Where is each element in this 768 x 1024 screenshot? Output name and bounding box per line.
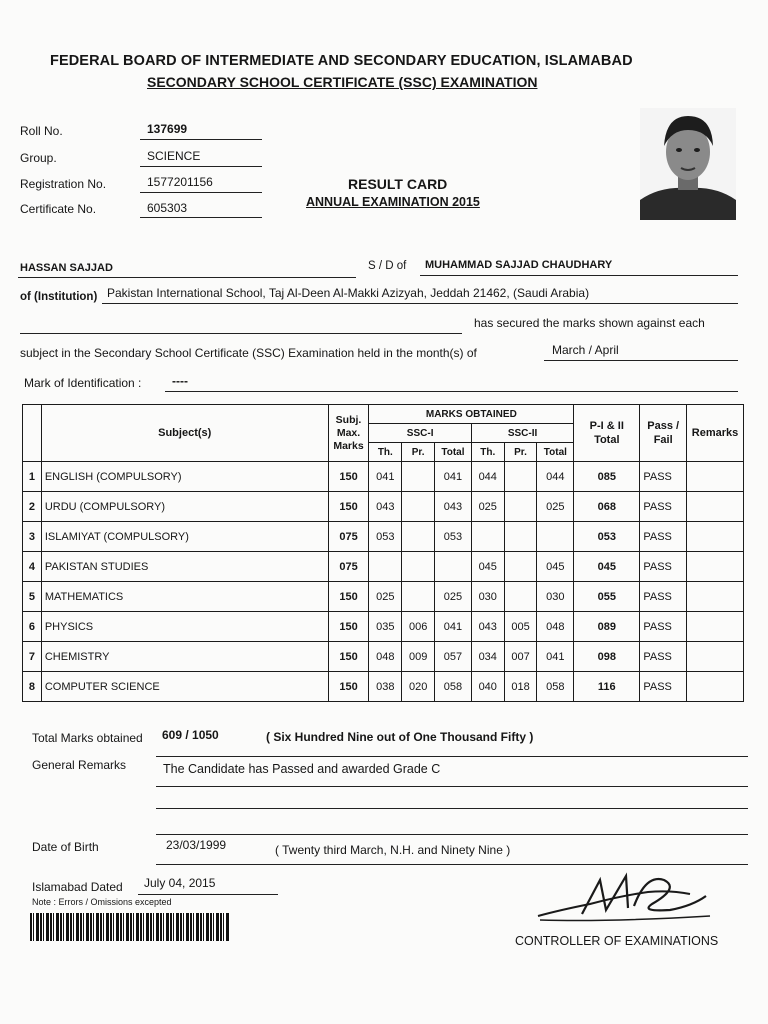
- barcode: [30, 913, 230, 941]
- table-row: [23, 642, 744, 672]
- ssc2-total: 025: [537, 492, 574, 522]
- row-number: 8: [23, 672, 42, 702]
- ssc2-theory: 044: [471, 462, 504, 492]
- marks-obtained-header: MARKS OBTAINED: [369, 405, 574, 424]
- remarks: [687, 672, 744, 702]
- pass-fail: PASS: [640, 462, 687, 492]
- th2-header: Th.: [471, 443, 504, 462]
- ssc1-total: 041: [435, 612, 472, 642]
- total-marks-label: Total Marks obtained: [32, 731, 143, 745]
- ssc1-practical: [402, 552, 435, 582]
- ssc1-practical: 009: [402, 642, 435, 672]
- table-row: [23, 612, 744, 642]
- subject-name: PAKISTAN STUDIES: [41, 552, 328, 582]
- max-marks-header: Subj. Max. Marks: [328, 405, 369, 462]
- pass-fail: PASS: [640, 492, 687, 522]
- max-marks: 150: [328, 642, 369, 672]
- remarks: [687, 582, 744, 612]
- max-marks: 150: [328, 582, 369, 612]
- pass-fail-header: Pass / Fail: [640, 405, 687, 462]
- ssc1-total: 058: [435, 672, 472, 702]
- general-remarks-label: General Remarks: [32, 758, 127, 772]
- controller-signature: [530, 866, 720, 928]
- p12-total-header: P-I & II Total: [574, 405, 640, 462]
- table-row: [23, 552, 744, 582]
- roll-label: Roll No.: [20, 124, 63, 138]
- ssc1-practical: [402, 522, 435, 552]
- controller-title: CONTROLLER OF EXAMINATIONS: [515, 934, 719, 948]
- remarks: [687, 612, 744, 642]
- total1-header: Total: [435, 443, 472, 462]
- row-number: 3: [23, 522, 42, 552]
- ssc2-total: 045: [537, 552, 574, 582]
- p12-total: 055: [574, 582, 640, 612]
- total-marks-value: 609 / 1050: [162, 728, 219, 742]
- ssc2-practical: [504, 552, 537, 582]
- candidate-photo: [640, 108, 736, 220]
- th1-header: Th.: [369, 443, 402, 462]
- pass-fail: PASS: [640, 612, 687, 642]
- remarks: [687, 522, 744, 552]
- p12-total: 098: [574, 642, 640, 672]
- ssc2-theory: 045: [471, 552, 504, 582]
- row-number: 6: [23, 612, 42, 642]
- remarks-header: Remarks: [687, 405, 744, 462]
- institution-label: of (Institution): [20, 291, 98, 303]
- ssc2-practical: [504, 492, 537, 522]
- p12-total: 045: [574, 552, 640, 582]
- ssc2-total: 041: [537, 642, 574, 672]
- remarks: [687, 552, 744, 582]
- max-marks: 150: [328, 462, 369, 492]
- row-number: 4: [23, 552, 42, 582]
- dob-label: Date of Birth: [32, 840, 99, 854]
- ssc1-theory: 035: [369, 612, 402, 642]
- table-row: [23, 582, 744, 612]
- ssc1-total: 057: [435, 642, 472, 672]
- marks-table: [22, 404, 744, 702]
- registration-value: 1577201156: [147, 175, 213, 189]
- ssc1-practical: 020: [402, 672, 435, 702]
- dob-value: 23/03/1999: [166, 838, 227, 852]
- general-remarks-value: The Candidate has Passed and awarded Grade C: [163, 762, 441, 776]
- ssc1-practical: 006: [402, 612, 435, 642]
- table-row: [23, 462, 744, 492]
- ssc2-practical: [504, 522, 537, 552]
- max-marks: 150: [328, 672, 369, 702]
- pass-fail: PASS: [640, 522, 687, 552]
- result-card-subtitle: ANNUAL EXAMINATION 2015: [306, 195, 480, 209]
- pass-fail: PASS: [640, 552, 687, 582]
- ssc2-total: [537, 522, 574, 552]
- ssc2-theory: [471, 522, 504, 552]
- max-marks: 075: [328, 522, 369, 552]
- ssc1-theory: 053: [369, 522, 402, 552]
- identification-label: Mark of Identification :: [24, 376, 142, 390]
- p12-total: 068: [574, 492, 640, 522]
- max-marks: 150: [328, 612, 369, 642]
- ssc2-practical: 005: [504, 612, 537, 642]
- ssc1-practical: [402, 492, 435, 522]
- ssc1-theory: 038: [369, 672, 402, 702]
- subject-text: subject in the Secondary School Certificate (SSC) Examination held in the month(s) of: [20, 346, 477, 360]
- subject-name: MATHEMATICS: [41, 582, 328, 612]
- remarks: [687, 492, 744, 522]
- table-row: [23, 672, 744, 702]
- table-row: [23, 492, 744, 522]
- row-number: 5: [23, 582, 42, 612]
- sno-header: [23, 405, 42, 462]
- ssc1-theory: [369, 552, 402, 582]
- ssc1-practical: [402, 462, 435, 492]
- subject-name: ISLAMIYAT (COMPULSORY): [41, 522, 328, 552]
- pr2-header: Pr.: [504, 443, 537, 462]
- secured-text: has secured the marks shown against each: [474, 316, 705, 330]
- ssc2-theory: 030: [471, 582, 504, 612]
- subject-name: ENGLISH (COMPULSORY): [41, 462, 328, 492]
- p12-total: 089: [574, 612, 640, 642]
- dated-value: July 04, 2015: [144, 876, 216, 890]
- p12-total: 085: [574, 462, 640, 492]
- ssc2-practical: [504, 582, 537, 612]
- table-row: [23, 522, 744, 552]
- ssc2-total: 044: [537, 462, 574, 492]
- ssc2-theory: 034: [471, 642, 504, 672]
- errors-note: Note : Errors / Omissions excepted: [32, 897, 172, 907]
- group-label: Group.: [20, 151, 57, 165]
- ssc1-total: 025: [435, 582, 472, 612]
- total2-header: Total: [537, 443, 574, 462]
- result-card-title: RESULT CARD: [348, 176, 448, 192]
- ssc2-header: SSC-II: [471, 424, 573, 443]
- dob-words: ( Twenty third March, N.H. and Ninety Nine ): [275, 843, 511, 857]
- row-number: 7: [23, 642, 42, 672]
- ssc2-practical: [504, 462, 537, 492]
- subject-name: COMPUTER SCIENCE: [41, 672, 328, 702]
- ssc1-total: [435, 552, 472, 582]
- pass-fail: PASS: [640, 642, 687, 672]
- candidate-name: HASSAN SAJJAD: [20, 262, 113, 274]
- registration-label: Registration No.: [20, 177, 107, 191]
- remarks: [687, 462, 744, 492]
- ssc1-theory: 025: [369, 582, 402, 612]
- subject-header: Subject(s): [41, 405, 328, 462]
- institution-value: Pakistan International School, Taj Al-Deen Al-Makki Azizyah, Jeddah 21462, (Saudi Arabia): [107, 286, 590, 300]
- p12-total: 053: [574, 522, 640, 552]
- pass-fail: PASS: [640, 672, 687, 702]
- identification-value: ----: [172, 374, 188, 388]
- exam-months: March / April: [552, 343, 619, 357]
- subject-name: CHEMISTRY: [41, 642, 328, 672]
- ssc2-theory: 025: [471, 492, 504, 522]
- certificate-value: 605303: [147, 201, 188, 215]
- certificate-label: Certificate No.: [20, 202, 97, 216]
- ssc1-total: 043: [435, 492, 472, 522]
- roll-value: 137699: [147, 122, 188, 136]
- total-marks-words: ( Six Hundred Nine out of One Thousand Fifty ): [266, 730, 534, 744]
- max-marks: 150: [328, 492, 369, 522]
- ssc1-theory: 041: [369, 462, 402, 492]
- group-value: SCIENCE: [147, 149, 201, 163]
- pr1-header: Pr.: [402, 443, 435, 462]
- ssc1-total: 041: [435, 462, 472, 492]
- ssc2-practical: 018: [504, 672, 537, 702]
- ssc1-total: 053: [435, 522, 472, 552]
- ssc2-theory: 040: [471, 672, 504, 702]
- dated-label: Islamabad Dated: [32, 880, 123, 894]
- ssc2-total: 048: [537, 612, 574, 642]
- row-number: 2: [23, 492, 42, 522]
- row-number: 1: [23, 462, 42, 492]
- subject-name: PHYSICS: [41, 612, 328, 642]
- p12-total: 116: [574, 672, 640, 702]
- ssc2-theory: 043: [471, 612, 504, 642]
- remarks: [687, 642, 744, 672]
- board-title: FEDERAL BOARD OF INTERMEDIATE AND SECONDARY EDUCATION, ISLAMABAD: [50, 53, 633, 69]
- ssc2-practical: 007: [504, 642, 537, 672]
- max-marks: 075: [328, 552, 369, 582]
- ssc2-total: 058: [537, 672, 574, 702]
- ssc2-total: 030: [537, 582, 574, 612]
- father-name: MUHAMMAD SAJJAD CHAUDHARY: [425, 259, 613, 271]
- ssc1-theory: 048: [369, 642, 402, 672]
- pass-fail: PASS: [640, 582, 687, 612]
- ssc1-header: SSC-I: [369, 424, 471, 443]
- subject-name: URDU (COMPULSORY): [41, 492, 328, 522]
- ssc1-practical: [402, 582, 435, 612]
- ssc1-theory: 043: [369, 492, 402, 522]
- exam-title: SECONDARY SCHOOL CERTIFICATE (SSC) EXAMINATION: [147, 74, 538, 90]
- sdo-label: S / D of: [368, 260, 407, 272]
